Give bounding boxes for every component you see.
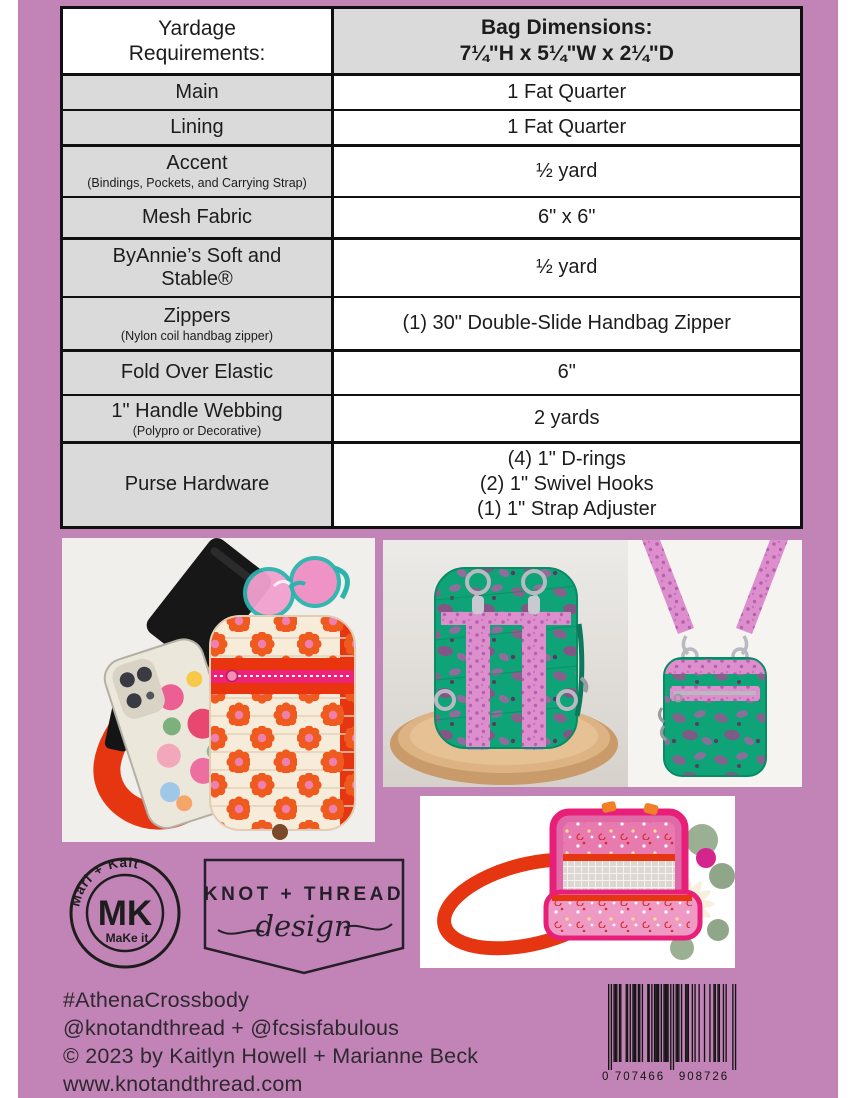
upc-barcode [592,980,752,1088]
barcode-group1: 707466 [614,1071,666,1083]
row-label-hardware: Purse Hardware [124,473,270,495]
row-label-webbing: 1" Handle Webbing [111,399,283,422]
photo-leopard-bag-hanging [628,540,802,787]
table-row-handle-webbing [63,396,800,441]
table-row-mesh-fabric [63,198,800,237]
copyright: © 2023 by Kaitlyn Howell + Marianne Beck [63,1044,479,1068]
row-label-main: Main [175,80,219,103]
table-row-soft-and-stable [63,240,800,296]
mk-arc-text: Mari + Kait [67,855,141,908]
row-value-elastic: 6" [557,361,576,383]
website-url: www.knotandthread.com [63,1072,303,1096]
knot-thread-wordmark: KNOT + THREAD [203,884,405,905]
photo-open-bag-interior [420,796,735,968]
leopard-bag-back [435,568,586,750]
row-sublabel-zippers: (Nylon coil handbag zipper) [120,328,274,343]
photo-flatlay-floral-crossbody [62,538,375,842]
row-value-soft-and-stable: ½ yard [536,256,598,278]
row-label-soft-and-stable: ByAnnie’s Soft and Stable® [112,244,282,290]
yardage-header-line1: Yardage [158,17,236,40]
row-value-hardware-3: (1) 1" Strap Adjuster [477,498,657,520]
row-sublabel-accent: (Bindings, Pockets, and Carrying Strap) [87,176,307,190]
row-value-hardware-1: (4) 1" D-rings [507,448,626,470]
row-label-mesh: Mesh Fabric [141,206,253,228]
row-label-lining: Lining [170,116,224,138]
open-bag [546,801,700,938]
pattern-back-cover [18,0,838,1098]
table-row-lining [63,111,800,144]
table-row-zippers [63,298,800,349]
row-value-webbing: 2 yards [533,407,600,429]
table-header-row [63,9,800,73]
mari-kait-mk-logo [67,855,183,973]
row-label-accent: Accent [166,152,228,174]
barcode-digit-left: 0 [602,1071,609,1083]
row-value-main: 1 Fat Quarter [507,80,627,103]
design-script: design [255,909,353,943]
table-row-purse-hardware [63,444,800,526]
row-value-zippers: (1) 30" Double-Slide Handbag Zipper [402,312,731,334]
barcode-group2: 908726 [678,1071,730,1083]
row-value-lining: 1 Fat Quarter [507,116,627,138]
table-row-fold-over-elastic [63,352,800,394]
mk-tagline: MaKe it [105,931,149,945]
hashtag: #AthenaCrossbody [63,988,250,1012]
knot-thread-design-logo [202,856,406,976]
floral-crossbody-bag [210,616,355,840]
row-label-zippers: Zippers [163,304,231,327]
yardage-requirements-table [60,6,803,529]
yardage-requirements-header [63,9,331,73]
row-value-mesh: 6" x 6" [537,206,596,228]
row-sublabel-webbing: (Polypro or Decorative) [132,423,262,438]
row-value-accent: ½ yard [536,159,598,182]
photo-leopard-bag-back [383,540,630,787]
mk-initials: MK [97,894,153,933]
row-value-hardware-2: (2) 1" Swivel Hooks [479,473,654,495]
table-row-accent [63,147,800,196]
bag-dimensions-header [334,9,801,73]
yardage-header-line2: Requirements: [128,42,266,65]
barcode-bars [608,984,736,1070]
social-handles: @knotandthread + @fcsisfabulous [63,1016,400,1040]
footer-credits [63,986,478,1098]
leopard-bag-front [659,658,766,776]
bag-dimensions-title: Bag Dimensions: [480,16,653,39]
row-label-elastic: Fold Over Elastic [120,361,274,383]
table-row-main [63,76,800,109]
bag-dimensions-value: 7¼"H x 5¼"W x 2¼"D [459,42,674,65]
